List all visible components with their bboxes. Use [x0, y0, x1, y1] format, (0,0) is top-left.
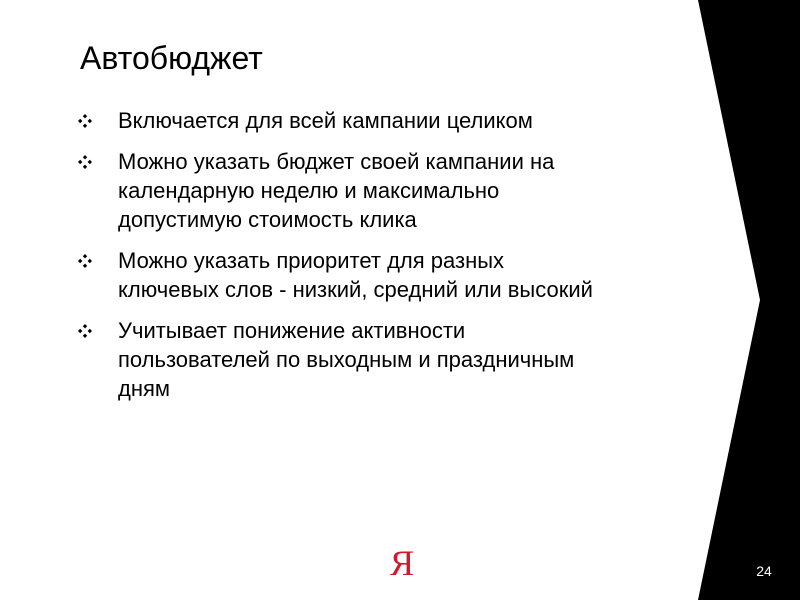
four-diamond-icon: [78, 147, 118, 176]
slide-title: Автобюджет: [80, 40, 263, 76]
yandex-logo: Я: [389, 543, 414, 583]
bullet-text: Можно указать приоритет для разных ключевых слов - низкий, средний или высокий: [118, 248, 593, 302]
bullet-text: Можно указать бюджет своей кампании на календарную неделю и максимально допустимую стоимость клика: [118, 149, 555, 232]
four-diamond-icon: [78, 316, 118, 345]
bullet-item: [78, 316, 698, 403]
four-diamond-icon: [78, 106, 118, 135]
bullet-text: Учитывает понижение активности пользователей по выходным и праздничным дням: [118, 318, 575, 401]
page-number: 24: [756, 563, 772, 579]
bullet-item: [78, 246, 698, 304]
bullet-item: [78, 147, 698, 234]
bullet-list: [78, 106, 698, 415]
bullet-text: Включается для всей кампании целиком: [118, 108, 533, 133]
bullet-item: [78, 106, 698, 135]
four-diamond-icon: [78, 246, 118, 275]
